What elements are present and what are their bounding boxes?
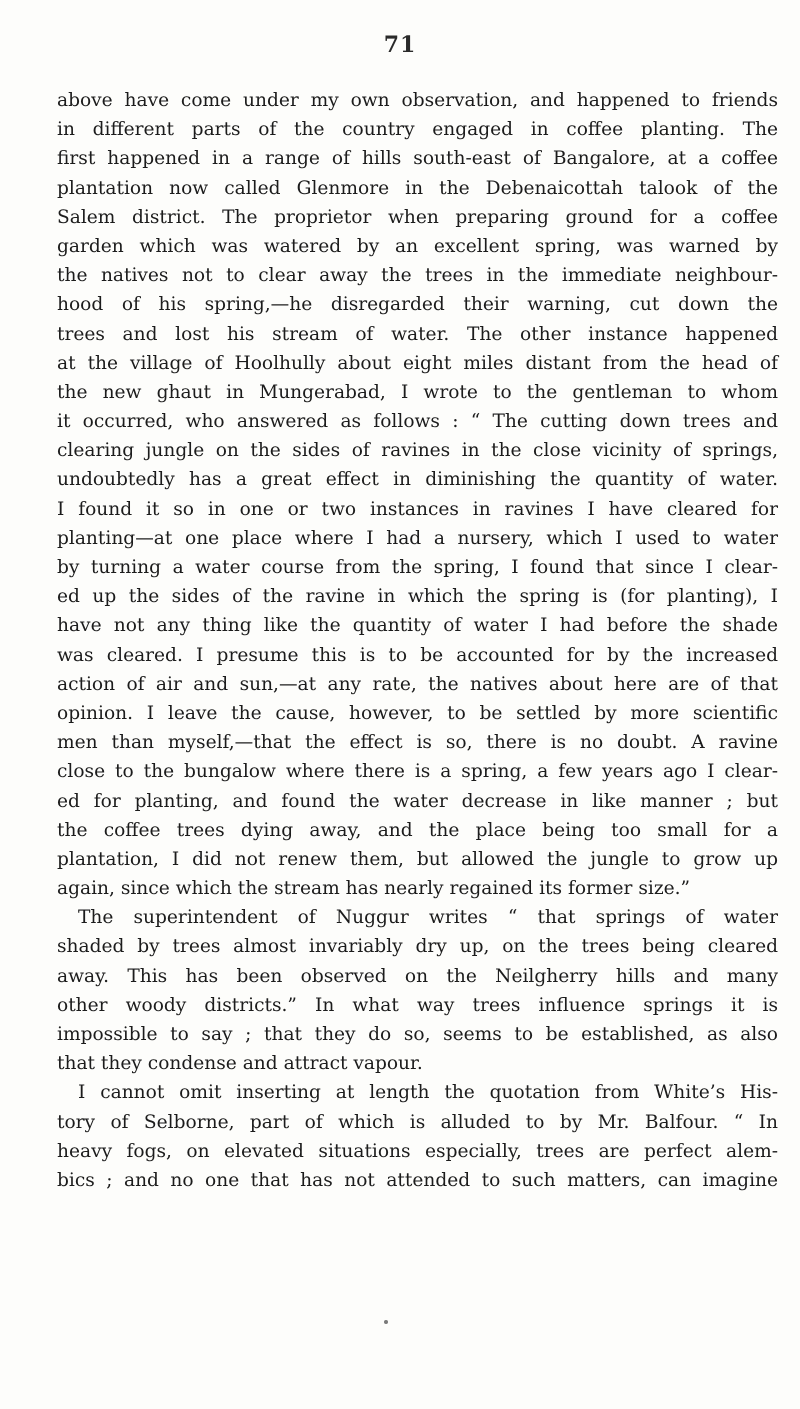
text-line: bics ; and no one that has not attended to such matters, can imagine [57, 1169, 778, 1191]
text-line: away. This has been observed on the Neilgherry hills and many [57, 965, 778, 987]
text-line: impossible to say ; that they do so, seems to be established, as also [57, 1024, 778, 1045]
text-line: close to the bungalow where there is a spring, a few years ago I clear- [57, 761, 778, 783]
text-line: tory of Selborne, part of which is alluded to by Mr. Balfour. “ In [57, 1111, 778, 1133]
text-line: Salem district. The proprietor when preparing ground for a coffee [57, 206, 778, 228]
text-line: I cannot omit inserting at length the quotation from White’s His- [78, 1082, 778, 1104]
text-line: plantation now called Glenmore in the Debenaicottah talook of the [57, 177, 778, 199]
text-line: hood of his spring,—he disregarded their warning, cut down the [57, 294, 778, 316]
text-line: trees and lost his stream of water. The other instance happened [57, 323, 778, 345]
text-line: planting—at one place where I had a nursery, which I used to water [57, 527, 778, 549]
text-line: again, since which the stream has nearly regained its former size.” [57, 878, 691, 900]
text-line: the new ghaut in Mungerabad, I wrote to the gentleman to whom [57, 381, 778, 403]
text-line: ed up the sides of the ravine in which the spring is (for planting), I [57, 586, 778, 608]
text-line: above have come under my own observation, and happened to friends [57, 90, 778, 111]
text-line: first happened in a range of hills south-east of Bangalore, at a coffee [57, 148, 778, 170]
text-line: heavy fogs, on elevated situations especially, trees are perfect alem- [57, 1140, 778, 1162]
text-line: undoubtedly has a great effect in diminishing the quantity of water. [57, 469, 778, 491]
text-line: plantation, I did not renew them, but allowed the jungle to grow up [57, 848, 778, 870]
text-line: at the village of Hoolhully about eight miles distant from the head of [57, 352, 778, 374]
text-line: in different parts of the country engaged in coffee planting. The [57, 119, 778, 141]
text-line: the coffee trees dying away, and the place being too small for a [57, 819, 778, 841]
text-line: garden which was watered by an excellent spring, was warned by [57, 235, 778, 257]
text-line: by turning a water course from the spring, I found that since I clear- [57, 557, 778, 578]
text-line: men than myself,—that the effect is so, there is no doubt. A ravine [57, 732, 778, 754]
ink-speck [384, 1320, 388, 1324]
text-line: was cleared. I presume this is to be accounted for by the increased [57, 644, 778, 666]
text-line: I found it so in one or two instances in ravines I have cleared for [57, 498, 778, 520]
text-line: other woody districts.” In what way trees influence springs it is [57, 994, 778, 1016]
text-line: clearing jungle on the sides of ravines in the close vicinity of springs, [57, 440, 778, 462]
text-line: action of air and sun,—at any rate, the natives about here are of that [57, 673, 778, 695]
text-line: opinion. I leave the cause, however, to be settled by more scientific [57, 702, 778, 724]
text-line: that they condense and attract vapour. [57, 1053, 423, 1075]
body-text [57, 86, 778, 1195]
text-line: The superintendent of Nuggur writes “ that springs of water [78, 907, 778, 929]
text-line: have not any thing like the quantity of water I had before the shade [57, 615, 778, 637]
text-line: it occurred, who answered as follows : “ The cutting down trees and [57, 411, 778, 433]
text-line: shaded by trees almost invariably dry up, on the trees being cleared [57, 936, 778, 958]
text-line: ed for planting, and found the water decrease in like manner ; but [57, 790, 778, 812]
text-line: the natives not to clear away the trees in the immediate neighbour- [57, 265, 778, 287]
page-number: 71 [383, 32, 417, 58]
